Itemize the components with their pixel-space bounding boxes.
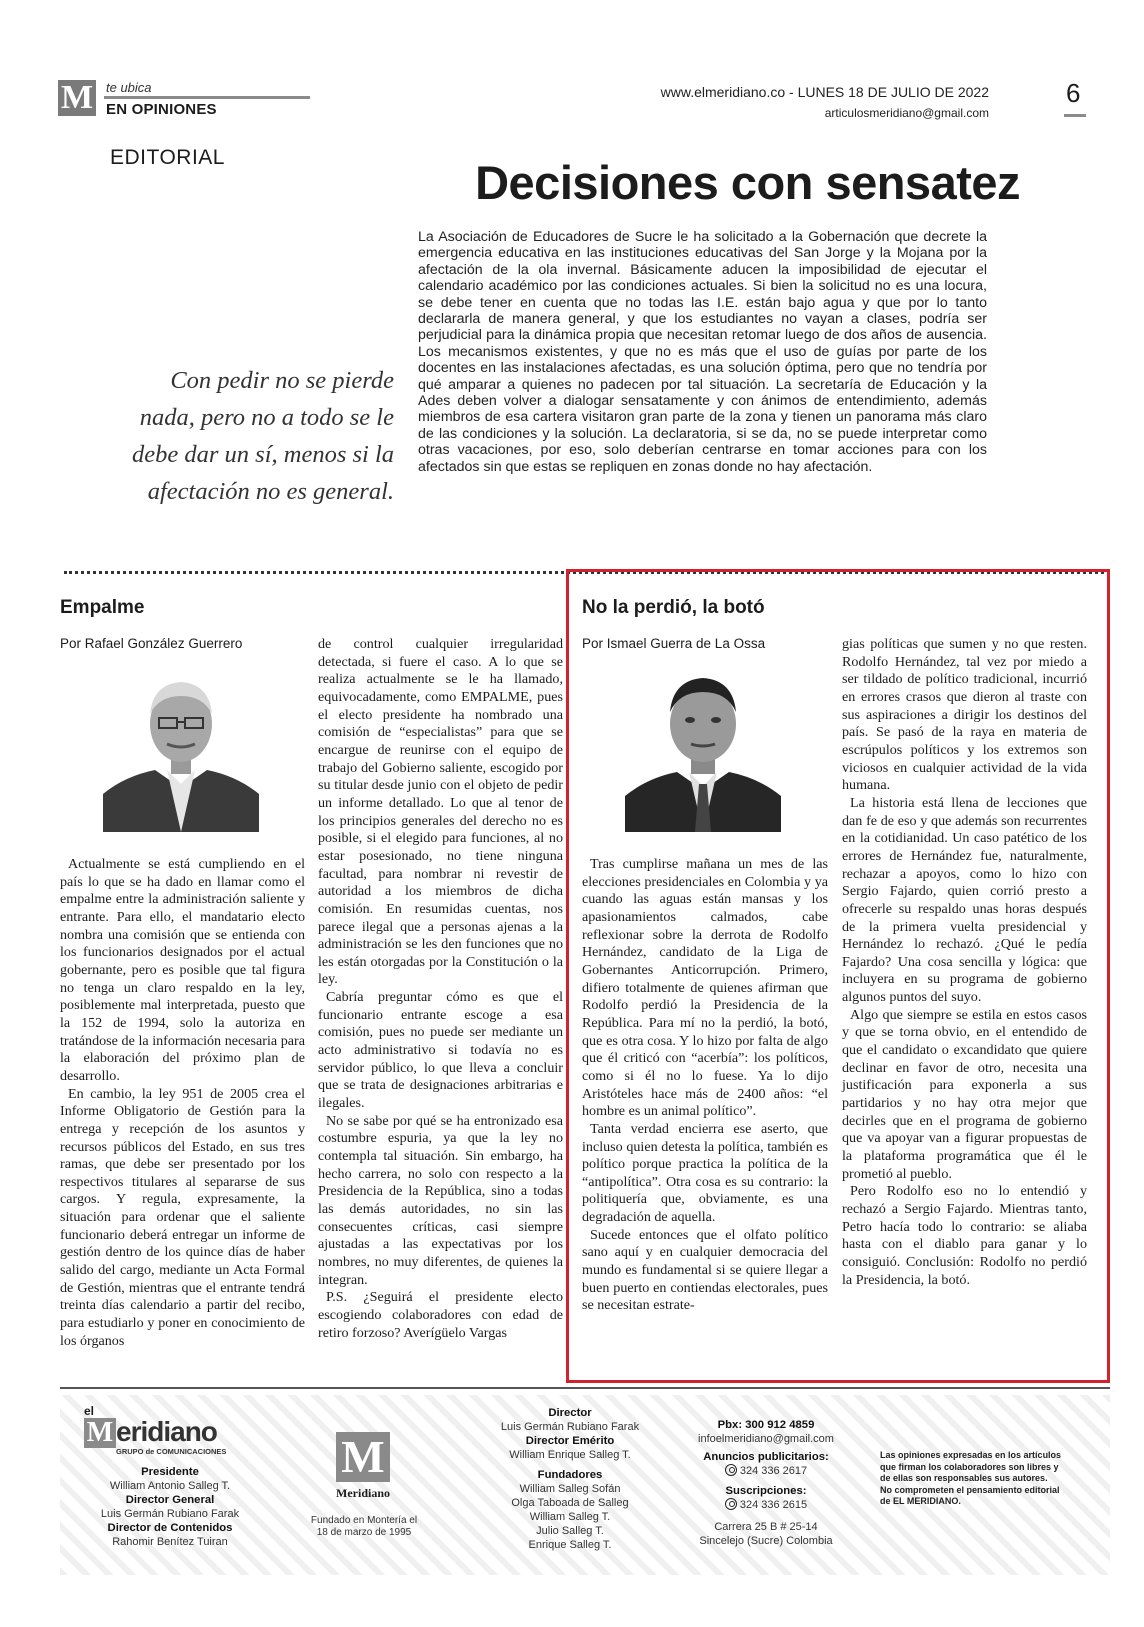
bottom-rule [60,1387,1110,1389]
paragraph: P.S. ¿Seguirá el presidente electo escogiendo colaboradores con edad de retiro forzoso? Averígüelo Vargas [318,1289,563,1341]
staff-name: William Antonio Salleg T. [109,1480,231,1492]
staff-role: Director Emérito [525,1435,615,1447]
footer-founded: Fundado en Montería el 18 de marzo de 1995 [310,1515,418,1538]
subs-phone-number: 324 336 2615 [739,1499,808,1511]
staff-role: Presidente [141,1466,199,1478]
ads-phone[interactable] [680,1464,852,1478]
subs-label: Suscripciones: [725,1485,807,1497]
editorial-body: La Asociación de Educadores de Sucre le ha solicitado a la Gobernación que decrete la emergencia educativa en las instituciones educativas del San Jorge y la Mojana por la afectación de la ola invernal. Básicamente aducen la imposibilidad de ejecutar el calendario académico por las condiciones actuales. Si bien la solicitud no es una locura, se debe tener en cuenta que no todas las I.E. están bajo agua y que por lo tanto declararla de manera general, y que los estudiantes no vayan a clases, podría ser perjudicial para la dinámica propia que necesitan retomar luego de dos años de ausencia. Los mecanismos existentes, y que no es más que el uso de guías por parte de los docentes en las instalaciones afectadas, es una solución óptima, pero que no tendría por qué amparar a quienes no padecen por tal situación. La secretaría de Educación y la Ades deben volver a dialogar sensatamente y con ánimos de entendimiento, además miembros de esa cartera visitaron gran parte de la zona y tienen un panorama más claro de las condiciones y la solución. La declaratoria, si se da, no se puede interpretar como otras vacaciones, por eso, solo deberían centrarse en tomar acciones para con los afectados sin que estas se repliquen en zonas donde no hay afectación. [418,229,987,475]
footer-brand-subtitle: GRUPO de COMUNICACIONES [116,1447,227,1456]
paragraph: No se sabe por qué se ha entronizado esa costumbre espuria, ya que la ley no contempla tal situación. Sin embargo, ha hecho carrera, no solo con respecto a la Presidencia de la República, sino a todas las demás autoridades, no sin las consecuentes críticas, casi siempre ajustadas a las expectativas por los nombres, no muy diferentes, de quienes la integran. [318,1112,563,1288]
staff-name: William Enrique Salleg T. [509,1449,631,1461]
footer-center-logo: M [336,1432,390,1482]
staff-name: Julio Salleg T. [536,1525,604,1537]
paragraph: Sucede entonces que el olfato político sano aquí y en cualquier democracia del mundo es fundamental si se quiere llegar a buen puerto en contiendas electorales, pues se necesitan estrate- [582,1226,828,1314]
page-number: 6 [1066,78,1081,108]
article-column-empalme-1 [60,856,305,1350]
subs-phone[interactable] [680,1498,852,1512]
article-column-empalme-2 [318,636,563,1342]
paragraph: Actualmente se está cumpliendo en el país lo que se ha dado en llamar como el empalme entre la administración saliente y entrante. Para ello, el mandatario electo nombra una comisión que se entienda con los funcionarios designados por el actual gobernante, pero es posible que tal figura no tenga un claro respaldo en la ley, posiblemente mal interpretada, puesto que la 152 de 1994, solo la autoriza en tratándose de la información necesaria para la elaboración del próximo plan de desarrollo. [60,856,305,1084]
staff-name: William Salleg Sofán [519,1483,621,1495]
article-column-perdio-1 [582,856,828,1315]
staff-role: Director de Contenidos [107,1522,233,1534]
article-title-empalme: Empalme [60,597,145,618]
whatsapp-icon [725,1498,737,1510]
paragraph: Algo que siempre se estila en estos casos y que se torna obvio, en el entendido de que el candidato o excandidato que quiere declinar en favor de otro, necesita una justificación para exponerla a sus partidarios y no hay otra mejor que decirles que en el programa de gobierno que va apoyar van a figurar propuestas de la plataforma programática que él le prometió al pueblo. [842,1006,1087,1182]
byline-perdio: Por Ismael Guerra de La Ossa [582,636,766,651]
ads-label: Anuncios publicitarios: [703,1451,829,1463]
section-label: EN OPINIONES [106,101,217,118]
paragraph: En cambio, la ley 951 de 2005 crea el Informe Obligatorio de Gestión para la entrega y recepción de los asuntos y recursos públicos del Estado, en sus tres ramas, que debe ser presentado por los respectivos titulares al separarse de sus cargos. Y regula, expresamente, la situación para ordenar que el saliente funcionario deberá entregar un informe de gestión dentro de los quince días de haber salido del cargo, mediante un Acta Formal de Gestión, mientras que el entrante tendrá treinta días calendario a partir del recibo, para estudiarlo y poner en conocimiento de los órganos [60,1085,305,1349]
paragraph: Tras cumplirse mañana un mes de las elecciones presidenciales en Colombia y ya cuando las aguas están mansas y los apasionamientos calmados, cabe reflexionar sobre la derrota de Rodolfo Hernández, candidato de la Liga de Gobernantes Anticorrupción. Primero, difiero totalmente de quienes afirman que Rodolfo perdió la Presidencia de la República. Para mí no la perdió, la botó, que es otra cosa. Y lo hizo por falta de algo que él criticó con “acerbía”: los políticos, como si él no lo fuese. Ya lo dijo Aristóteles hace más de 2400 años: “el hombre es un animal político”. [582,856,828,1120]
header-email[interactable]: articulosmeridiano@gmail.com [824,106,989,120]
staff-name: Luis Germán Rubiano Farak [500,1421,640,1433]
footer-brand-el: el [84,1404,95,1418]
staff-role: Director [548,1407,592,1419]
paragraph: de control cualquier irregularidad detectada, si fuere el caso. A lo que se realiza actualmente se le ha llamado, equivocadamente, como EMPALME, pues el electo presidente ha nombrado una comisión de “especialistas” para que se encargue de reunirse con el equipo de trabajo del Gobierno saliente, escogido por su titular desde junio con el objeto de pedir un informe detallado. Lo que al tenor de los principios generales del derecho no es posible, si el elegido para funciones, al no estar posesionado, no tiene ninguna facultad, para nombrar ni revestir de autoridad a los miembros de dicha comisión. En resumidas cuentas, nos parece ilegal que a personas ajenas a la administración se les den funciones que no les están otorgadas por la Constitución o la ley. [318,636,563,988]
editorial-label: EDITORIAL [110,146,225,169]
tagline: te ubica [106,80,152,95]
footer-disclaimer: Las opiniones expresadas en los artículos que firman los colaboradores son libres y de ellas son responsables sus autores. No comprometen el pensamiento editorial de EL MERIDIANO. [880,1450,1062,1506]
article-column-perdio-2 [842,636,1087,1289]
footer-brand-logo: M [84,1418,116,1448]
staff-name: Olga Taboada de Salleg [511,1497,629,1509]
pbx: Pbx: 300 912 4859 [717,1419,815,1431]
meridiano-logo: M [58,80,96,116]
footer-center-name: Meridiano [336,1486,390,1500]
pull-quote: Con pedir no se pierde nada, pero no a todo se le debe dar un sí, menos si la afectación no es general. [132,367,394,505]
address-line: Sincelejo (Sucre) Colombia [699,1535,833,1547]
staff-role: Director General [125,1494,215,1506]
paragraph: Pero Rodolfo eso no lo entendió y rechazó a Sergio Fajardo. Mientras tanto, Petro hacía todo lo contrario: se aliaba hasta con el diablo para ganar y lo consiguió. Conclusión: Rodolfo no perdió la Presidencia, la botó. [842,1183,1087,1288]
staff-name: Enrique Salleg T. [528,1539,612,1551]
paragraph: Cabría preguntar cómo es que el funcionario entrante escoge a esa comisión, pues no puede ser mediante un acto administrativo si todavía no es servidor público, lo que lleva a concluir que se trata de designaciones arbitrarias e ilegales. [318,989,563,1112]
article-title-perdio: No la perdió, la botó [582,597,765,618]
address-line: Carrera 25 B # 25-14 [714,1521,818,1533]
paragraph: La historia está llena de lecciones que dan fe de eso y que además son recurrentes en la cotidianidad. Un caso patético de los errores de Hernández fue, naturalmente, rechazar a apoyos, como lo hizo con Sergio Fajardo, quien corrió presto a ofrecerle su respaldo unas horas después de la primera vuelta presidencial y Hernández lo rechazó. ¿Qué le pedía Fajardo? Una cosa sencilla y lógica: que incluyera en su programa de gobierno algunos puntos del suyo. [842,794,1087,1006]
staff-role: Fundadores [537,1469,603,1481]
ads-phone-number: 324 336 2617 [739,1465,808,1477]
footer-staff-mid [470,1406,670,1552]
author-photo-gonzalez [103,666,259,832]
byline-empalme: Por Rafael González Guerrero [60,636,243,651]
paragraph: gias políticas que sumen y no que resten. Rodolfo Hernández, tal vez por miedo a ser tildado de político tradicional, incurrió en errores crasos que dieron al traste con sus aspiraciones a dirigir los destinos del país. Se pasó de la raya en materia de escrúpulos políticos y los extremos son viciosos en cualquier actividad de la vida humana. [842,636,1087,794]
contact-email[interactable]: infoelmeridiano@gmail.com [698,1433,834,1445]
editorial-title: Decisiones con sensatez [475,156,1020,209]
paragraph: Tanta verdad encierra ese aserto, que incluso quien detesta la política, también es político porque practica la política de la “antipolítica”. Otra cosa es su contrario: la politiquería que, obviamente, es una degradación de aquella. [582,1120,828,1226]
footer-brand-name: eridiano [116,1416,217,1447]
footer-contact [680,1418,852,1548]
author-photo-guerra [625,666,781,832]
page-number-rule [1064,114,1086,117]
header-rule [104,96,310,99]
website-date-line[interactable]: www.elmeridiano.co - LUNES 18 DE JULIO DE 2022 [660,84,989,100]
staff-name: William Salleg T. [529,1511,611,1523]
footer-staff-left [80,1465,260,1549]
whatsapp-icon [725,1464,737,1476]
staff-name: Rahomir Benítez Tuiran [112,1536,228,1548]
staff-name: Luis Germán Rubiano Farak [100,1508,240,1520]
